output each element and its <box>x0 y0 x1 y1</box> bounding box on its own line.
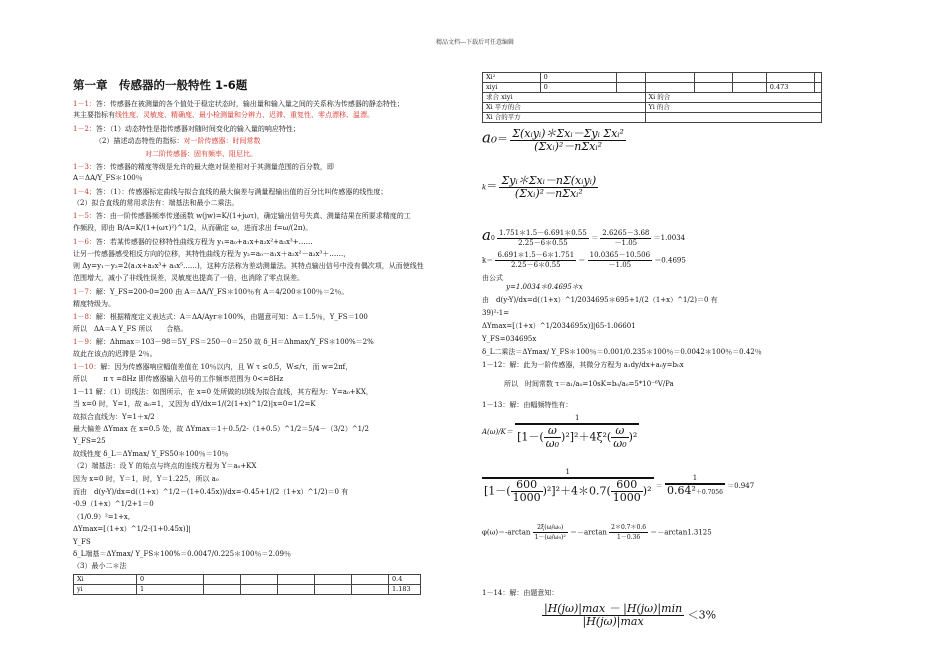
q1-line1: 1－1：答：传感器在被测量的各个值处于稳定状态时，输出量和输入量之间的关系称为传感器的静态特性； <box>73 100 404 108</box>
q8-line2: 所以 ΔA＝A Y_FS 所以 合格。 <box>73 325 188 333</box>
formula-a0-value: a0 $\frac{1.751*1.5-6.691*0.55}{2.25-6*0.55}$ ＝ $\frac{2.6265-3.68}{-1.05}$ ＝1.0034 <box>482 226 686 247</box>
table-row: yi 1 1.183 <box>74 585 421 595</box>
q14-formula: $\frac{|H(j\omega)|\max - |H(j\omega)|\min}{|H(j\omega)|\max}$ ＜3% <box>544 602 717 628</box>
q11-line14: δ_L端基＝ΔYmax/ Y_FS＊100%＝0.0047/0.225＊100％＝2.09％ <box>73 550 292 558</box>
q9-line2: 故此在该点的迟滞是 2％。 <box>73 350 157 358</box>
q13-amplitude-value: 1 [1－( $\frac{600}{1000}$ )²]²＋4＊0.7( $\frac{600}{1000}$ )² ＝ $\frac{1}{\text{0.64²＋0.7056}}$ ＝0.947 <box>484 468 755 504</box>
table-row: 求合 xiyi Xi 的合 <box>483 93 822 103</box>
table-row: Xi 平方的合 Yi 的合 <box>483 103 822 113</box>
q2-line1: 1－2：答：（1）动态特性是指传感器对随时间变化的输入量的响应特性； <box>73 125 300 133</box>
formula-k-value: k＝ $\frac{6.691*1.5-6*1.751}{2.25-6*0.55}$ ＝ $\frac{10.0365-10.506}{-1.05}$ ＝0.4695 <box>482 251 686 269</box>
chapter-title: 第一章 传感器的一般特性 1-6题 <box>73 78 248 92</box>
q7-line2: 精度特级为。 <box>73 300 115 308</box>
right-line-2: 39)²-1= <box>482 309 510 317</box>
q7-line1: 1－7：解：Y_FS=200-0=200 由 A＝ΔA/Y_FS＊100％有 A＝4/200＊100％＝2％。 <box>73 288 349 296</box>
q6-line3: 则 Δy=y₁－y₂=2(a₁x+a₃x³+ a₅x⁵……)，这种方法称为差动测量法。其特点输出信号中没有偶次项，从而使线性 <box>73 262 424 270</box>
q11-line9: 而由 d(y-Y)/dx=d(（1+x）^1/2－(1+0.45x))/dx=-0.45+1/(2（1+x）^1/2)＝0 有 <box>73 488 349 496</box>
formula-a0: a₀＝ $\frac{\text{Σ(xᵢyᵢ)＊Σxᵢ－Σyᵢ Σxᵢ²}}{\text{(Σxᵢ)²－nΣxᵢ²}}$ <box>482 127 624 153</box>
q11-line4: 最大偏差 ΔYmax 在 x=0.5 处，故 ΔYmax＝1＋0.5/2-（1+0.5）^1/2＝5/4－（3/2）^1/2 <box>73 425 369 433</box>
right-line-4: Y_FS=034695x <box>482 335 537 343</box>
q11-line1: 1－11 解：（1）切线法：如图所示，在 x=0 处所做的切线为拟合直线，其方程为：Y=a₀+KX， <box>73 388 373 396</box>
q11-line11: （1/0.9）²=1+x, <box>73 513 131 521</box>
q11-line5: Y_FS=25 <box>73 437 106 445</box>
q2-line3: 对二阶传感器：固有频率、阻尼比。 <box>145 150 257 158</box>
q11-line7: （2）端基法：设 Y 的始点与终点的连线方程为 Y＝a₀+KX <box>73 462 257 470</box>
q14-line1: 1－14：解：由题意知： <box>482 589 559 597</box>
q2-line2: （2）描述动态特性的指标：对一阶传感器：时间常数 <box>95 137 261 145</box>
formula-line-eq: y=1.0034＊0.4695＊x <box>506 283 583 291</box>
q3-line1: 1－3：答：传感器的精度等级是允许的最大绝对误差相对于其测量范围的百分数，即 <box>73 163 334 171</box>
right-line-5: δ_L二乘法＝ΔYmax/ Y_FS＊100％＝0.001/0.235＊100％＝0.0042＊100％＝0.42％ <box>482 348 762 356</box>
q9-line1: 1－9：解：Δhmax＝103－98＝5Y_FS＝250－0＝250 故 δ_H＝Δhmax/Y_FS＊100%＝2% <box>73 338 374 346</box>
q4-line1: 1－4；答：（1）：传感器标定曲线与拟合直线的最大偏差与满量程输出值的百分比叫传感器的线性度； <box>73 188 388 196</box>
q11-line2: 当 x=0 时，Y=1，故 a₀=1，又因为 dY/dx=1/(2(1+x)^1/2)|x=0=1/2=K <box>73 400 316 408</box>
table-row: Xi 合的平方 <box>483 113 822 123</box>
page-header: 精品文档---下载后可任意编辑 <box>435 39 515 46</box>
q11-line8: 因为 x=0 时，Y＝1，时，Y＝1.225，所以 a₀ <box>73 475 219 483</box>
q5-line2: 作频段，即由 B/A=K/(1+(ωτ)²)^1/2，从而确定 ω，进而求出 f=ω/(2π)。 <box>73 224 313 232</box>
right-line-1: 由 d(y-Y)/dx=d(（1+x）^1/2034695＊695+1/(2（1+x）^1/2)＝0 有 <box>482 296 718 304</box>
table-row: xiyi 0 0.473 <box>483 83 822 93</box>
q4-line2: （2）拟合直线的常用求法有：端基法和最小二乘法。 <box>73 199 239 207</box>
q12-line2: 所以 时间常数 τ＝a₁/a₀=10sK=b₀/a₀=5*10⁻⁶V/Pa <box>504 380 674 388</box>
q11-line10: -0.9（1+x）^1/2+1＝0 <box>73 500 154 508</box>
q11-line6: 故线性度 δ_L＝ΔYmax/ Y_FS50＊100％＝10％ <box>73 450 229 458</box>
q6-line2: 让另一传感器感受相反方向的位移，其特性曲线方程为 y₂=a₀－a₁x＋a₂x²－a₃x³＋……， <box>73 250 351 258</box>
q11-line13: Y_FS <box>73 538 91 546</box>
right-data-table <box>482 72 822 123</box>
formula-line-gs: 由公式 <box>482 274 503 282</box>
right-line-3: ΔYmax=[（1+x）^1/2034695x)]|65-1.06601 <box>482 322 636 330</box>
q11-line12: ΔYmax=[（1+x）^1/2-(1+0.45x)]| <box>73 525 191 533</box>
q8-line1: 1－8：解：根据精度定义表达式：A＝ΔA/Ayr＊100%，由题意可知：Δ＝1.5％，Y_FS＝100 <box>73 313 368 321</box>
q11-line3: 故拟合直线为：Y=1＋x/2 <box>73 413 155 421</box>
q6-line4: 范围增大，减小了非线性误差，灵敏度也提高了一倍，也消除了零点误差。 <box>73 274 304 282</box>
formula-k: k＝ $\frac{\text{Σyᵢ＊Σxᵢ－nΣ(xᵢyᵢ)}}{\text{(Σxᵢ)²－nΣxᵢ²}}$ <box>482 174 597 200</box>
q6-line1: 1－6：答：若某传感器的位移特性曲线方程为 y₁=a₀+a₁x+a₂x²+a₃x³+…… <box>73 238 313 246</box>
q12-line1: 1－12：解：此为一阶传感器，其微分方程为 a₁dy/dx+a₀y=b₀x <box>482 361 684 369</box>
q10-line2: 所以 π τ =8Hz 即传感器输入信号的工作频率范围为 0<=8Hz <box>73 375 284 383</box>
q13-amplitude-formula: A(ω)/K＝ 1 [1－( $\frac{\omega}{\text{ω₀}}$ )²]²＋4ξ²( $\frac{\omega}{\text{ω₀}}$ )² <box>482 414 638 450</box>
table-row: Xi² 0 <box>483 73 822 83</box>
q3-formula: A＝ΔA/Y_FS＊100％ <box>73 174 143 182</box>
q1-line2: 其主要指标有线性度、灵敏度、精确度、最小检测量和分辨力、迟滞、重复性、零点漂移、温漂。 <box>73 111 374 119</box>
q13-line1: 1－13：解：由幅频特性有： <box>482 401 573 409</box>
q13-phase-formula: φ(ω)＝-arctan $\frac{\text{2ξ(ω/ω₀)}}{\text{1－(ω/ω₀)²}}$ ＝－arctan $\frac{2*0.7*0.6}{1-0.36}$ ＝－arctan1.3125 <box>482 524 712 541</box>
left-data-table <box>73 574 421 595</box>
q10-line1: 1－10：解：因为传感器响应幅值差值在 10％以内，且 W τ ≤0.5，W≤/τ，而 w=2πf， <box>73 363 353 371</box>
table-row: Xi 0 0.4 <box>74 575 421 585</box>
q11-line15: （3）最小二＊法 <box>73 562 127 570</box>
q5-line1: 1－5：答：由一阶传感器频率传递函数 w(jw)=K/(1+jωτ)，确定输出信号失真、测量结果在所要求精度的工 <box>73 212 411 220</box>
